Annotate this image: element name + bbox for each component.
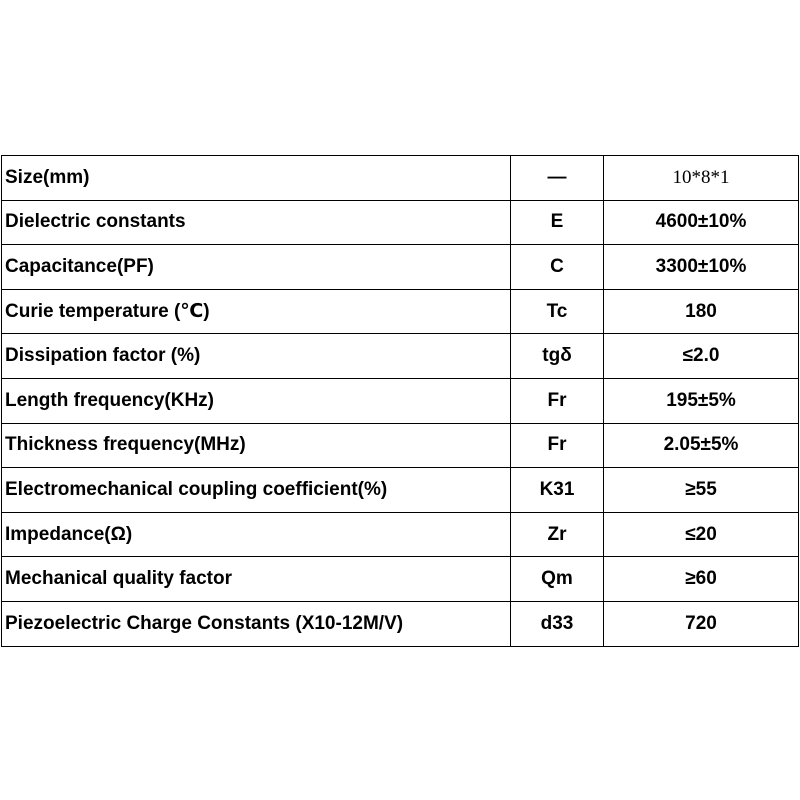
symbol-cell: Fr xyxy=(511,423,604,468)
value-cell: ≥55 xyxy=(604,468,799,513)
parameter-cell: Size(mm) xyxy=(2,156,511,201)
table-row xyxy=(2,378,799,423)
spec-table xyxy=(1,155,799,647)
value-cell: 4600±10% xyxy=(604,200,799,245)
symbol-cell: Qm xyxy=(511,557,604,602)
table-row xyxy=(2,245,799,290)
parameter-cell: Piezoelectric Charge Constants (X10-12M/V) xyxy=(2,601,511,646)
table-row xyxy=(2,289,799,334)
parameter-cell: Capacitance(PF) xyxy=(2,245,511,290)
parameter-cell: Dissipation factor (%) xyxy=(2,334,511,379)
symbol-cell: E xyxy=(511,200,604,245)
value-cell: 2.05±5% xyxy=(604,423,799,468)
table-row xyxy=(2,601,799,646)
symbol-cell: Fr xyxy=(511,378,604,423)
table-row xyxy=(2,156,799,201)
parameter-cell: Thickness frequency(MHz) xyxy=(2,423,511,468)
value-cell: 195±5% xyxy=(604,378,799,423)
symbol-cell: d33 xyxy=(511,601,604,646)
parameter-cell: Length frequency(KHz) xyxy=(2,378,511,423)
table-row xyxy=(2,468,799,513)
symbol-cell: tgδ xyxy=(511,334,604,379)
value-cell: ≤20 xyxy=(604,512,799,557)
parameter-cell: Curie temperature (℃) xyxy=(2,289,511,334)
spec-table-body xyxy=(2,156,799,647)
value-cell: ≥60 xyxy=(604,557,799,602)
value-cell: 720 xyxy=(604,601,799,646)
table-row xyxy=(2,557,799,602)
value-cell: 10*8*1 xyxy=(604,156,799,201)
value-cell: ≤2.0 xyxy=(604,334,799,379)
table-row xyxy=(2,200,799,245)
symbol-cell: K31 xyxy=(511,468,604,513)
parameter-cell: Electromechanical coupling coefficient(%) xyxy=(2,468,511,513)
parameter-cell: Impedance(Ω) xyxy=(2,512,511,557)
value-cell: 180 xyxy=(604,289,799,334)
symbol-cell: — xyxy=(511,156,604,201)
table-row xyxy=(2,423,799,468)
symbol-cell: C xyxy=(511,245,604,290)
symbol-cell: Zr xyxy=(511,512,604,557)
parameter-cell: Dielectric constants xyxy=(2,200,511,245)
table-row xyxy=(2,512,799,557)
symbol-cell: Tc xyxy=(511,289,604,334)
table-row xyxy=(2,334,799,379)
parameter-cell: Mechanical quality factor xyxy=(2,557,511,602)
value-cell: 3300±10% xyxy=(604,245,799,290)
